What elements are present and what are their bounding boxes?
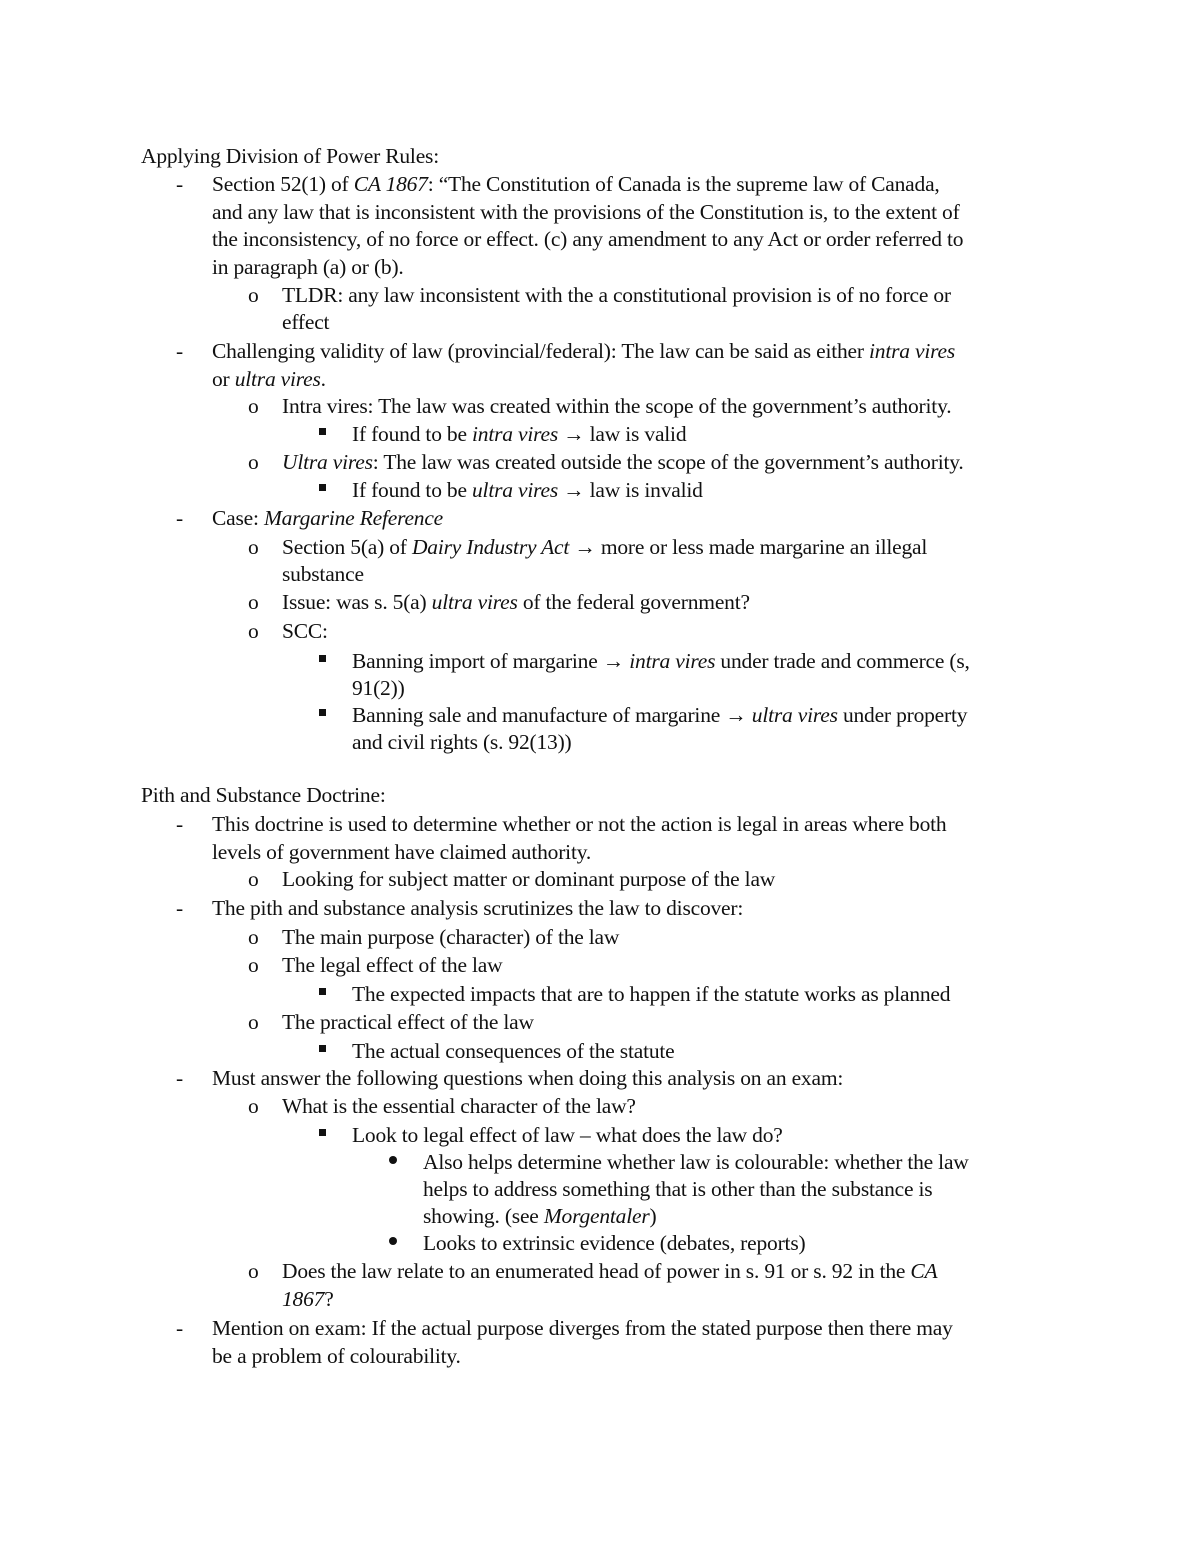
list-item-text: Also helps determine whether law is colourable: whether the law: [423, 1150, 969, 1174]
list-item-text: SCC:: [282, 619, 328, 643]
list-item-text: the inconsistency, of no force or effect. (c) any amendment to any Act or order referred to: [212, 227, 964, 251]
list-item-text: Banning sale and manufacture of margarine → ultra vires under property: [352, 703, 968, 727]
list-item-text: Intra vires: The law was created within the scope of the government’s authority.: [282, 394, 952, 418]
circle-marker: o: [248, 925, 259, 949]
list-item-text: TLDR: any law inconsistent with the a constitutional provision is of no force or: [282, 283, 951, 307]
list-item-text: Must answer the following questions when doing this analysis on an exam:: [212, 1066, 844, 1090]
dash-marker: -: [176, 1316, 184, 1340]
list-item-text: showing. (see Morgentaler): [423, 1204, 657, 1228]
dash-marker: -: [176, 506, 184, 530]
list-item-text: Mention on exam: If the actual purpose diverges from the stated purpose then there may: [212, 1316, 953, 1340]
round-bullet-icon: [389, 1237, 397, 1245]
section-heading: Applying Division of Power Rules:: [141, 144, 439, 168]
list-item-text: helps to address something that is other than the substance is: [423, 1177, 933, 1201]
list-item-text: 1867?: [282, 1287, 334, 1311]
list-item-text: Looks to extrinsic evidence (debates, reports): [423, 1231, 806, 1255]
square-bullet-icon: [319, 428, 326, 435]
list-item-text: If found to be intra vires → law is valid: [352, 422, 687, 446]
section-heading: Pith and Substance Doctrine:: [141, 783, 386, 807]
circle-marker: o: [248, 450, 259, 474]
circle-marker: o: [248, 1259, 259, 1283]
list-item-text: and any law that is inconsistent with the provisions of the Constitution is, to the extent of: [212, 200, 960, 224]
list-item-text: If found to be ultra vires → law is invalid: [352, 478, 703, 502]
arrow-icon: →: [574, 535, 596, 559]
list-item-text: in paragraph (a) or (b).: [212, 255, 404, 279]
list-item-text: Look to legal effect of law – what does the law do?: [352, 1123, 783, 1147]
square-bullet-icon: [319, 709, 326, 716]
dash-marker: -: [176, 339, 184, 363]
circle-marker: o: [248, 867, 259, 891]
list-item-text: The expected impacts that are to happen if the statute works as planned: [352, 982, 951, 1006]
dash-marker: -: [176, 896, 184, 920]
arrow-icon: →: [725, 703, 747, 727]
list-item-text: Ultra vires: The law was created outside the scope of the government’s authority.: [282, 450, 964, 474]
round-bullet-icon: [389, 1156, 397, 1164]
dash-marker: -: [176, 812, 184, 836]
list-item-text: Issue: was s. 5(a) ultra vires of the federal government?: [282, 590, 750, 614]
list-item-text: Banning import of margarine → intra vires under trade and commerce (s,: [352, 649, 970, 673]
circle-marker: o: [248, 953, 259, 977]
arrow-icon: →: [563, 422, 585, 446]
list-item-text: Challenging validity of law (provincial/federal): The law can be said as either intra vires: [212, 339, 956, 363]
square-bullet-icon: [319, 1129, 326, 1136]
dash-marker: -: [176, 172, 184, 196]
list-item-text: Does the law relate to an enumerated head of power in s. 91 or s. 92 in the CA: [282, 1259, 938, 1283]
square-bullet-icon: [319, 988, 326, 995]
list-item-text: effect: [282, 310, 330, 334]
list-item-text: The legal effect of the law: [282, 953, 503, 977]
list-item-text: Case: Margarine Reference: [212, 506, 444, 530]
list-item-text: and civil rights (s. 92(13)): [352, 730, 572, 754]
square-bullet-icon: [319, 484, 326, 491]
list-item-text: The pith and substance analysis scrutinizes the law to discover:: [212, 896, 744, 920]
circle-marker: o: [248, 1094, 259, 1118]
list-item-text: Section 5(a) of Dairy Industry Act → more or less made margarine an illegal: [282, 535, 928, 559]
list-item-text: levels of government have claimed authority.: [212, 840, 592, 864]
list-item-text: The main purpose (character) of the law: [282, 925, 620, 949]
arrow-icon: →: [563, 478, 585, 502]
square-bullet-icon: [319, 1045, 326, 1052]
list-item-text: What is the essential character of the law?: [282, 1094, 636, 1118]
list-item-text: Section 52(1) of CA 1867: “The Constitution of Canada is the supreme law of Canada,: [212, 172, 940, 196]
circle-marker: o: [248, 590, 259, 614]
circle-marker: o: [248, 283, 259, 307]
circle-marker: o: [248, 535, 259, 559]
dash-marker: -: [176, 1066, 184, 1090]
arrow-icon: →: [602, 649, 625, 673]
list-item-text: or ultra vires.: [212, 367, 326, 391]
square-bullet-icon: [319, 655, 326, 662]
circle-marker: o: [248, 394, 259, 418]
circle-marker: o: [248, 619, 259, 643]
list-item-text: This doctrine is used to determine whether or not the action is legal in areas where both: [212, 812, 947, 836]
list-item-text: The practical effect of the law: [282, 1010, 534, 1034]
list-item-text: be a problem of colourability.: [212, 1344, 461, 1368]
list-item-text: Looking for subject matter or dominant purpose of the law: [282, 867, 776, 891]
list-item-text: substance: [282, 562, 364, 586]
list-item-text: The actual consequences of the statute: [352, 1039, 675, 1063]
circle-marker: o: [248, 1010, 259, 1034]
list-item-text: 91(2)): [352, 676, 405, 700]
